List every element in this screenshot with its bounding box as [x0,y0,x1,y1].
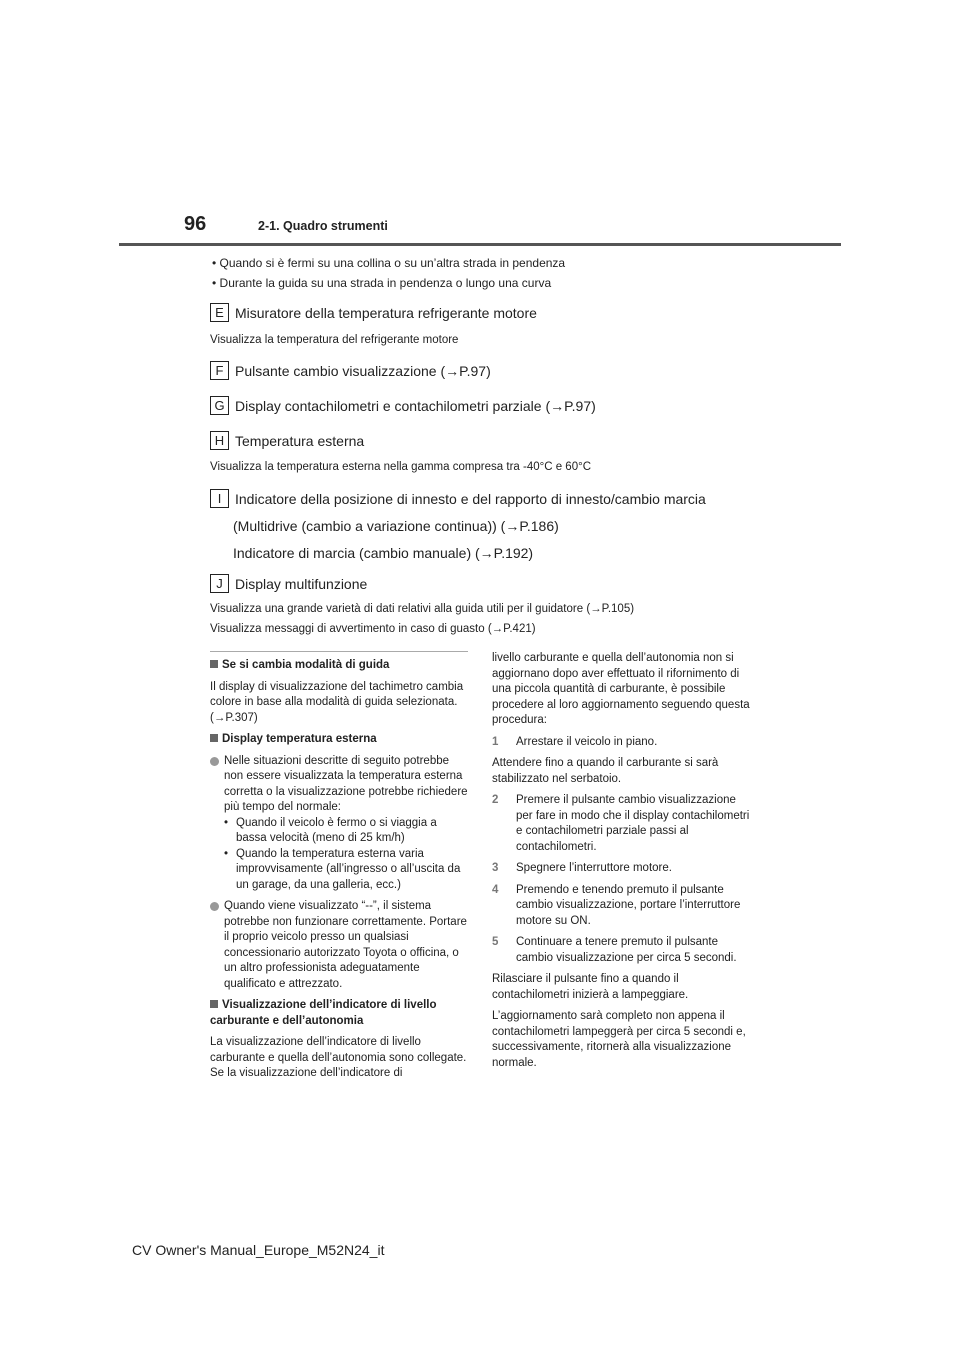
letter-box: E [210,303,229,322]
letter-box: F [210,361,229,380]
right-column [492,651,750,1077]
square-bullet-icon [210,1000,218,1008]
bullet-item: • Durante la guida su una strada in pendenza o lungo una curva [212,276,552,290]
item-j [210,574,367,593]
item-g [210,396,596,415]
item-f [210,361,491,380]
letter-box: H [210,431,229,450]
item-desc: Visualizza la temperatura del refrigerante motore [210,334,459,346]
item-continuation: Indicatore di marcia (cambio manuale) (→P.192) [233,545,534,561]
paragraph: Il display di visualizzazione del tachimetro cambia colore in base alla modalità di guida selezionata. (→P.307) [210,680,464,724]
item-title: Pulsante cambio visualizzazione (→P.97) [235,362,491,379]
item-i [210,489,706,508]
letter-box: I [210,489,229,508]
subsection-heading: Display temperatura esterna [210,732,468,748]
column-rule [210,651,468,652]
item-h [210,431,364,450]
item-title: Display multifunzione [235,575,368,592]
item-title: Display contachilometri e contachilometri parziale (→P.97) [235,397,596,414]
subsection-heading: Visualizzazione dell’indicatore di livello carburante e dell’autonomia [210,999,437,1027]
circle-bullet-icon [210,902,219,911]
paragraph: livello carburante e quella dell’autonomia non si aggiornano dopo aver effettuato il rifornimento di una piccola quantità di carburante, è possibile procedere al loro aggiornamento seguendo questa procedura: [492,652,750,726]
circle-bullet-icon [210,757,219,766]
circle-item: Quando viene visualizzato “--”, il sistema potrebbe non funzionare correttamente. Portare il proprio veicolo presso un qualsiasi concessionario autorizzato Toyota o officina, o un altro professionista adeguatamente qualificato e attrezzato. [210,899,468,992]
step-2: 2 Premere il pulsante cambio visualizzazione per fare in modo che il display contachilometri e contachilometri parziale passi al contachilometri. [492,794,750,853]
item-desc: Visualizza una grande varietà di dati relativi alla guida utili per il guidatore (→P.105) [210,603,635,615]
paragraph: Rilasciare il pulsante fino a quando il contachilometri inizierà a lampeggiare. [492,973,689,1001]
item-continuation: (Multidrive (cambio a variazione continua)) (→P.186) [233,518,559,534]
item-title: Temperatura esterna [235,432,365,449]
step-4: 4 Premendo e tenendo premuto il pulsante cambio visualizzazione, portare l’interruttore motore su ON. [492,883,741,927]
left-column [210,651,468,1088]
item-title: Misuratore della temperatura refrigerante motore [235,304,537,321]
item-desc: Visualizza messaggi di avvertimento in caso di guasto (→P.421) [210,623,536,635]
item-desc: Visualizza la temperatura esterna nella gamma compresa tra -40°C e 60°C [210,461,591,473]
section-title: 2-1. Quadro strumenti [258,219,388,233]
paragraph: L’aggiornamento sarà completo non appena il contachilometri lampeggerà per circa 5 secondi e, successivamente, ritornerà alla visualizzazione normale. [492,1010,746,1069]
sub-bullet: • Quando il veicolo è fermo o si viaggia a bassa velocità (meno di 25 km/h) [224,816,437,844]
item-title: Indicatore della posizione di innesto e del rapporto di innesto/cambio marcia [235,490,706,507]
item-e [210,303,537,322]
letter-box: G [210,396,229,415]
step-3: 3 Spegnere l’interruttore motore. [492,862,672,874]
paragraph: Attendere fino a quando il carburante si sarà stabilizzato nel serbatoio. [492,757,719,785]
sub-bullet: • Quando la temperatura esterna varia improvvisamente (all’ingresso o all’uscita da un garage, da una galleria, ecc.) [224,847,461,891]
square-bullet-icon [210,734,218,742]
letter-box: J [210,574,229,593]
circle-item: Nelle situazioni descritte di seguito potrebbe non essere visualizzata la temperatura esterna corretta o la visualizzazione potrebbe richiedere più tempo del normale: • Quando il veicolo è fermo o si viaggia a bassa velocità (meno di 25 km/h) • Quando la temperatura esterna varia improvvisamente (all’ingresso o all’uscita da un garage, da una galleria, ecc.) [210,754,468,894]
page-number: 96 [184,213,207,235]
header-rule [119,243,841,246]
paragraph: La visualizzazione dell’indicatore di livello carburante e quella dell’autonomia sono collegate. Se la visualizzazione dell’indicatore di [210,1036,467,1079]
square-bullet-icon [210,660,218,668]
step-1: 1 Arrestare il veicolo in piano. [492,735,658,748]
bullet-item: • Quando si è fermi su una collina o su un’altra strada in pendenza [212,256,566,270]
footer: CV Owner's Manual_Europe_M52N24_it [132,1242,385,1258]
subsection-heading: Se si cambia modalità di guida [210,658,468,674]
step-5: 5 Continuare a tenere premuto il pulsante cambio visualizzazione per circa 5 secondi. [492,936,737,964]
